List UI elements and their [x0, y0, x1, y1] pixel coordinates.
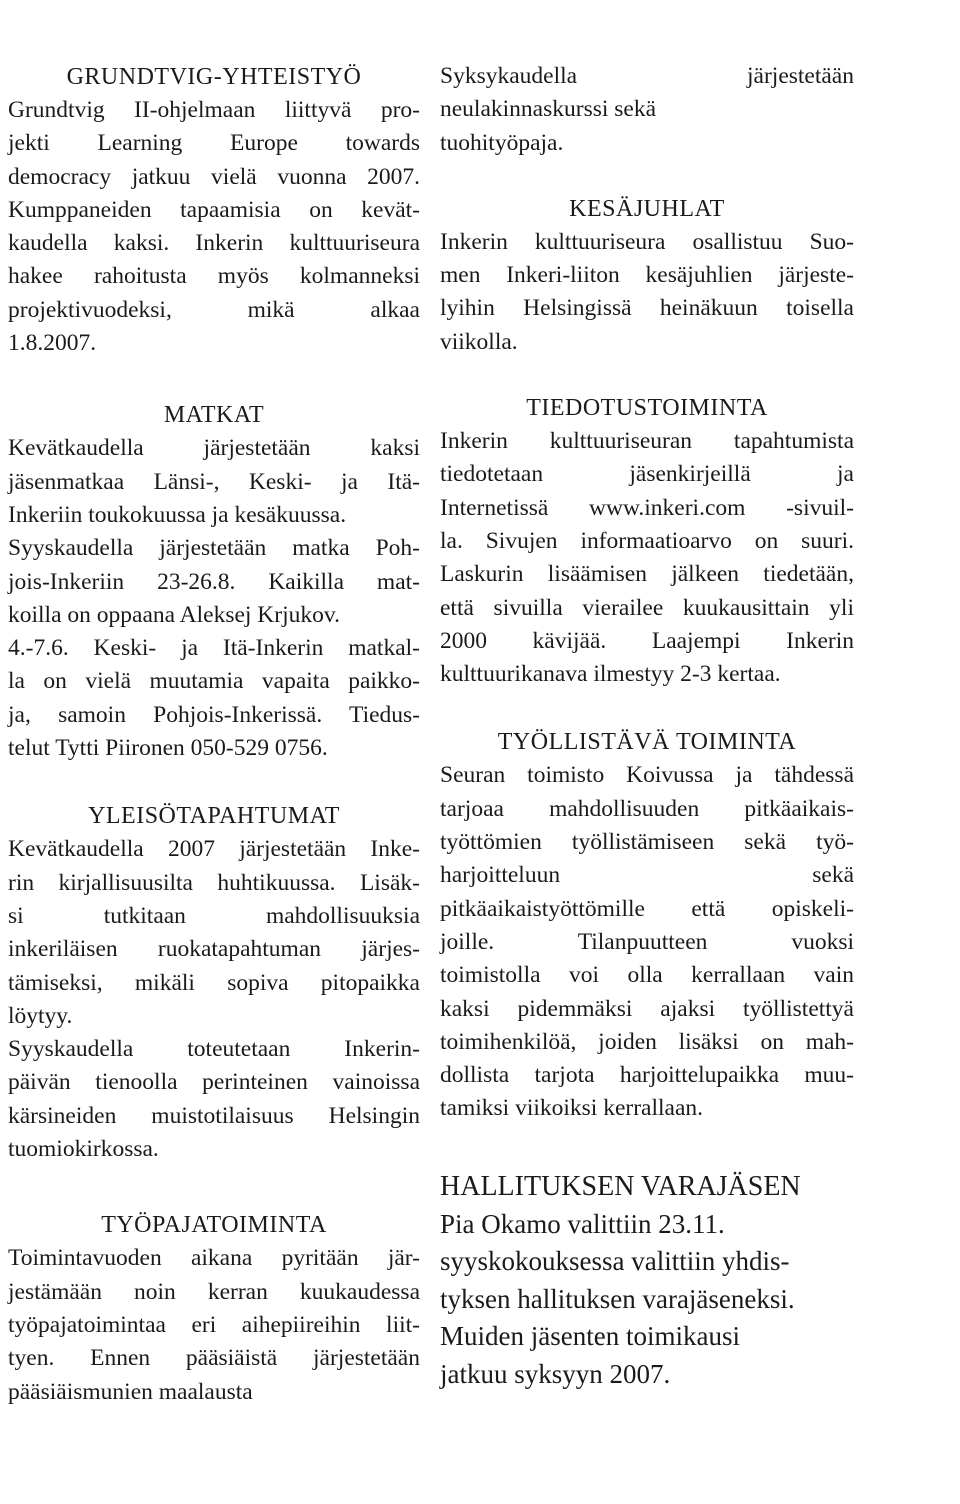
section-heading: TYÖPAJATOIMINTA — [101, 1212, 327, 1239]
paragraph-line: tämiseksi, mikäli sopiva pitopaikka — [8, 969, 420, 996]
paragraph-line: projektivuodeksi, mikä alkaa — [8, 296, 420, 323]
section-syksykaudella — [440, 60, 854, 160]
paragraph-line: hakee rahoitusta myös kolmanneksi — [8, 263, 420, 290]
section-heading: KESÄJUHLAT — [569, 195, 725, 222]
paragraph-line: Pia Okamo valittiin 23.11. — [440, 1208, 725, 1239]
section-heading: YLEISÖTAPAHTUMAT — [88, 803, 340, 830]
section-matkat — [8, 398, 420, 765]
paragraph-line: kärsineiden muistotilaisuus Helsingin — [8, 1102, 420, 1129]
paragraph-line: tuomiokirkossa. — [8, 1136, 159, 1163]
paragraph-line: lyihin Helsingissä heinäkuun toisella — [440, 295, 854, 322]
paragraph-line: Seuran toimisto Koivussa ja tähdessä — [440, 762, 854, 789]
section-heading: GRUNDTVIG-YHTEISTYÖ — [66, 64, 362, 90]
paragraph-line: jäsenmatkaa Länsi-, Keski- ja Itä- — [8, 468, 420, 495]
paragraph-line: Syyskaudella toteutetaan Inkerin- — [8, 1036, 420, 1063]
paragraph-line: Toimintavuoden aikana pyritään jär- — [8, 1245, 420, 1272]
paragraph-line: kaudella kaksi. Inkerin kulttuuriseura — [8, 230, 420, 257]
paragraph-line: työpajatoimintaa eri aihepiireihin liit- — [8, 1311, 420, 1338]
paragraph-line: jestämään noin kerran kuukaudessa — [8, 1278, 420, 1305]
paragraph-line: pääsiäismunien maalausta — [8, 1378, 253, 1405]
paragraph-line: ja, samoin Pohjois-Inkerissä. Tiedus- — [8, 701, 420, 728]
paragraph-line: löytyy. — [8, 1002, 73, 1029]
paragraph-line: kulttuurikanava ilmestyy 2-3 kertaa. — [440, 661, 781, 688]
paragraph-line: työttömien työllistämiseen sekä työ- — [440, 829, 854, 856]
paragraph-line: dollista tarjota harjoittelupaikka muu- — [440, 1062, 854, 1089]
paragraph-line: Syksykaudella järjestetään — [440, 63, 854, 89]
left-column — [8, 60, 420, 1409]
paragraph-line: tamiksi viikoiksi kerrallaan. — [440, 1095, 704, 1122]
section-heading: TYÖLLISTÄVÄ TOIMINTA — [497, 729, 797, 756]
paragraph-line: syyskokouksessa valittiin yhdis- — [440, 1246, 790, 1277]
paragraph-line: jois-Inkeriin 23-26.8. Kaikilla mat- — [8, 568, 420, 595]
section-tiedotustoiminta — [440, 391, 854, 691]
paragraph-line: Kumppaneiden tapaamisia on kevät- — [8, 196, 420, 223]
paragraph-line: toimistolla voi olla kerrallaan vain — [440, 962, 854, 989]
paragraph-line: 2000 kävijää. Laajempi Inkerin — [440, 627, 854, 654]
paragraph-line: tyen. Ennen pääsiäistä järjestetään — [8, 1345, 420, 1372]
paragraph-line: telut Tytti Piironen 050-529 0756. — [8, 735, 328, 762]
paragraph-line: tyksen hallituksen varajäseneksi. — [440, 1283, 795, 1314]
paragraph-line: rin kirjallisuusilta huhtikuussa. Lisäk- — [8, 869, 420, 896]
paragraph-line: Inkerin kulttuuriseuran tapahtumista — [440, 428, 854, 455]
paragraph-line: päivän tienoolla perinteinen vainoissa — [8, 1069, 420, 1096]
paragraph-line: Grundtvig II-ohjelmaan liittyvä pro- — [8, 97, 420, 123]
paragraph-line: harjoitteluun sekä — [440, 862, 854, 889]
paragraph-line: koilla on oppaana Aleksej Krjukov. — [8, 601, 340, 628]
paragraph-line: inkeriläisen ruokatapahtuman järjes- — [8, 936, 420, 963]
paragraph-line: 4.-7.6. Keski- ja Itä-Inkerin matkal- — [8, 635, 420, 662]
paragraph-line: 1.8.2007. — [8, 330, 97, 357]
paragraph-line: jatkuu syksyyn 2007. — [440, 1358, 671, 1389]
paragraph-line: tiedotetaan jäsenkirjeillä ja — [440, 461, 854, 488]
paragraph-line: Muiden jäsenten toimikausi — [440, 1321, 740, 1352]
paragraph-line: neulakinnaskurssi sekä — [440, 96, 657, 123]
paragraph-line: la on vielä muutamia vapaita paikko- — [8, 668, 420, 695]
section-grundtvig — [8, 60, 420, 360]
paragraph-line: men Inkeri-liiton kesäjuhlien järjeste- — [440, 262, 854, 289]
section-heading: HALLITUKSEN VARAJÄSEN — [440, 1170, 801, 1202]
paragraph-line: si tutkitaan mahdollisuuksia — [8, 902, 420, 929]
section-hallituksen-varajasen — [440, 1168, 854, 1394]
paragraph-line: Syyskaudella järjestetään matka Poh- — [8, 535, 420, 562]
section-kesajuhlat — [440, 192, 854, 359]
paragraph-line: democracy jatkuu vielä vuonna 2007. — [8, 163, 420, 190]
paragraph-line: Kevätkaudella 2007 järjestetään Inke- — [8, 836, 420, 863]
paragraph-line: Internetissä www.inkeri.com -sivuil- — [440, 494, 854, 521]
paragraph-line: Inkerin kulttuuriseura osallistuu Suo- — [440, 228, 854, 255]
paragraph-line: pitkäaikaistyöttömille että opiskeli- — [440, 895, 854, 922]
section-heading: TIEDOTUSTOIMINTA — [526, 395, 768, 422]
paragraph-line: kaksi pidemmäksi ajaksi työllistettyä — [440, 995, 854, 1022]
section-yleisotapahtumat — [8, 799, 420, 1166]
paragraph-line: jekti Learning Europe towards — [8, 130, 420, 157]
section-heading: MATKAT — [163, 402, 265, 429]
paragraph-line: la. Sivujen informaatioarvo on suuri. — [440, 527, 854, 554]
paragraph-line: Laskurin lisäämisen jälkeen tiedetään, — [440, 561, 854, 588]
paragraph-line: tarjoaa mahdollisuuden pitkäaikais- — [440, 795, 854, 822]
section-tyollistava-toiminta — [440, 725, 854, 1125]
section-tyopajatoiminta — [8, 1208, 420, 1408]
paragraph-line: että sivuilla vierailee kuukausittain yli — [440, 594, 854, 621]
paragraph-line: Kevätkaudella järjestetään kaksi — [8, 435, 420, 462]
paragraph-line: toimihenkilöä, joiden lisäksi on mah- — [440, 1028, 854, 1055]
paragraph-line: joille. Tilanpuutteen vuoksi — [440, 928, 854, 955]
paragraph-line: tuohityöpaja. — [440, 129, 564, 156]
paragraph-line: viikolla. — [440, 328, 518, 355]
paragraph-line: Inkeriin toukokuussa ja kesäkuussa. — [8, 501, 347, 528]
right-column — [440, 60, 854, 1393]
